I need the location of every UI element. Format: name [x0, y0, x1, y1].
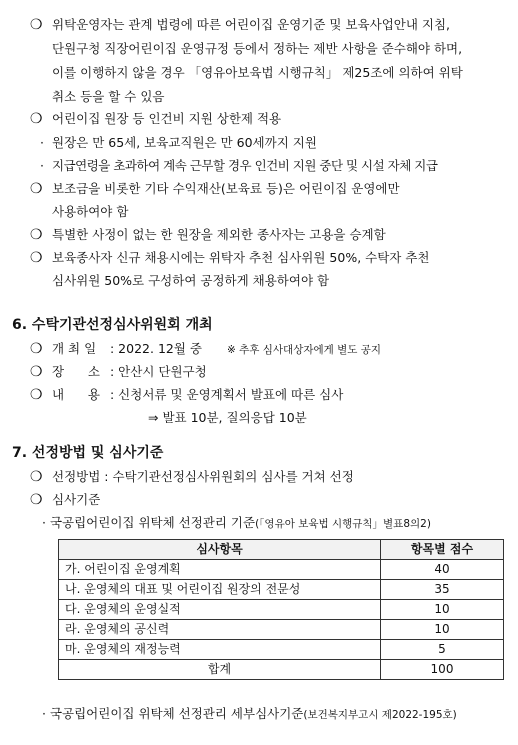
date-label: 개 최 일 [52, 341, 97, 356]
table-total-value: 100 [381, 660, 504, 680]
table-header-row [59, 540, 504, 560]
list-marker: ❍ [30, 17, 43, 33]
list-marker: ❍ [30, 111, 43, 127]
place-value: : 안산시 단원구청 [110, 364, 207, 379]
table-row [59, 600, 504, 620]
table-cell-score: 10 [381, 620, 504, 640]
table-cell-item: 마. 운영체의 재정능력 [59, 640, 381, 660]
policy-text: 지급연령을 초과하여 계속 근무할 경우 인건비 지원 중단 및 시설 자체 지급 [52, 158, 438, 173]
table-cell-score: 10 [381, 600, 504, 620]
list-marker: · [42, 515, 50, 530]
table-cell-score: 35 [381, 580, 504, 600]
policy-text: 어린이집 원장 등 인건비 지원 상한제 적용 [52, 111, 282, 126]
sub-criteria-ref: (「영유아 보육법 시행규칙」별표8의2) [255, 518, 431, 530]
table-cell-item: 가. 어린이집 운영계획 [59, 560, 381, 580]
method-text: 선정방법 : 수탁기관선정심사위원회의 심사를 거쳐 선정 [52, 469, 354, 484]
sub-criteria-line [42, 705, 457, 724]
list-marker: ❍ [30, 250, 43, 266]
sub-criteria-ref: (보건복지부고시 제2022-195호) [303, 709, 457, 721]
list-marker: ❍ [30, 364, 43, 380]
policy-text: 단원구청 직장어린이집 운영규정 등에서 정하는 제반 사항을 준수해야 하며, [52, 41, 463, 56]
sub-criteria-title: 국공립어린이집 위탁체 선정관리 기준 [49, 515, 256, 530]
list-marker: ❍ [30, 387, 43, 403]
list-marker: ❍ [30, 492, 43, 508]
table-row [59, 580, 504, 600]
content-value: : 신청서류 및 운영계획서 발표에 따른 심사 [110, 387, 344, 402]
list-marker: ❍ [30, 181, 43, 197]
policy-text: 심사위원 50%로 구성하여 공정하게 채용하여야 함 [52, 273, 330, 288]
date-note: ※ 추후 심사대상자에게 별도 공지 [227, 344, 382, 356]
policy-text: 보육종사자 신규 채용시에는 위탁자 추천 심사위원 50%, 수탁자 추천 [52, 250, 430, 265]
table-cell-item: 다. 운영체의 운영실적 [59, 600, 381, 620]
policy-text: 특별한 사정이 없는 한 원장을 제외한 종사자는 고용을 승계함 [52, 227, 386, 242]
section-heading: 6. 수탁기관선정심사위원회 개최 [12, 317, 213, 333]
table-row [59, 640, 504, 660]
score-table [58, 539, 504, 680]
content-label: 내 용 [52, 387, 100, 402]
sub-criteria-title: 국공립어린이집 위탁체 선정관리 세부심사기준 [49, 706, 304, 721]
sub-criteria-line [42, 514, 431, 533]
table-row [59, 560, 504, 580]
policy-text: 원장은 만 65세, 보육교직원은 만 60세까지 지원 [52, 135, 317, 150]
place-label: 장 소 [52, 364, 100, 379]
section-heading: 7. 선정방법 및 심사기준 [12, 445, 164, 461]
table-header: 항목별 점수 [381, 540, 504, 560]
table-header: 심사항목 [59, 540, 381, 560]
policy-text: 이를 이행하지 않을 경우 「영유아보육법 시행규칙」 제25조에 의하여 위탁 [52, 65, 463, 80]
list-marker: · [40, 158, 44, 173]
policy-text: 보조금을 비롯한 기타 수익재산(보육료 등)은 어린이집 운영에만 [52, 181, 400, 196]
policy-text: 취소 등을 할 수 있음 [52, 89, 165, 104]
table-total-row [59, 660, 504, 680]
table-cell-score: 40 [381, 560, 504, 580]
table-total-label: 합계 [59, 660, 381, 680]
criteria-text: 심사기준 [52, 492, 101, 507]
policy-text: 위탁운영자는 관계 법령에 따른 어린이집 운영기준 및 보육사업안내 지침, [52, 17, 451, 32]
list-marker: ❍ [30, 469, 43, 485]
list-marker: ❍ [30, 341, 43, 357]
table-cell-score: 5 [381, 640, 504, 660]
table-row [59, 620, 504, 640]
content-sub: ⇒ 발표 10분, 질의응답 10분 [148, 410, 307, 425]
policy-text: 사용하여야 함 [52, 204, 129, 219]
list-marker: · [42, 706, 50, 721]
list-marker: · [40, 135, 44, 150]
date-value: : 2022. 12월 중 [110, 341, 202, 356]
list-marker: ❍ [30, 227, 43, 243]
table-cell-item: 나. 운영체의 대표 및 어린이집 원장의 전문성 [59, 580, 381, 600]
table-cell-item: 라. 운영체의 공신력 [59, 620, 381, 640]
